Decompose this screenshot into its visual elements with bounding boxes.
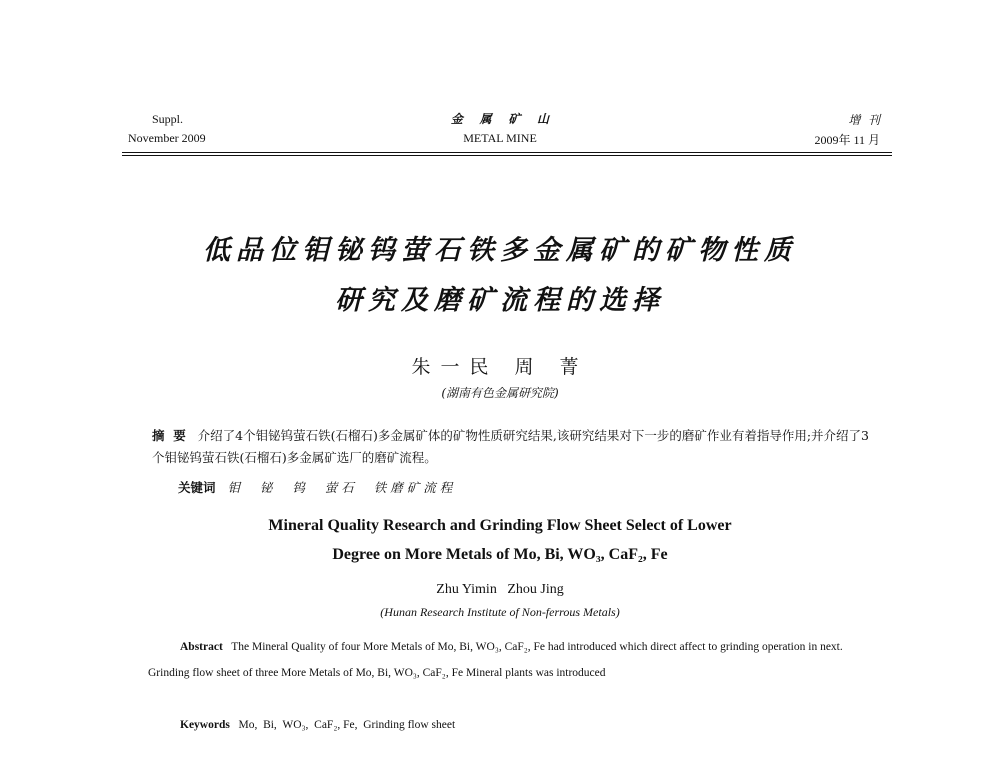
keywords-cn-label: 关键词 — [178, 480, 216, 495]
header-rule-bottom — [122, 155, 892, 156]
institution-cn: (湖南有色金属研究院) — [441, 386, 559, 400]
paper-title-en-line2: Degree on More Metals of Mo, Bi, WO₃, CaF₂, Fe — [332, 546, 668, 563]
abstract-en-text: The Mineral Quality of four More Metals of Mo, Bi, WO₃, CaF₂, Fe had introduced which direct affect to grinding operation in next. Grinding flow sheet of three More Metals of Mo, Bi, WO₃, CaF₂, Fe Mineral plants was introduced — [148, 641, 843, 679]
header-rule-top — [122, 152, 892, 153]
keywords-en — [148, 712, 878, 738]
journal-title-cn: 金 属 矿 山 — [450, 112, 550, 126]
abstract-cn-text: 介绍了4个钼铋钨萤石铁(石榴石)多金属矿体的矿物性质研究结果,该研究结果对下一步的磨矿作业有着指导作用;并介绍了3个钼铋钨萤石铁(石榴石)多金属矿选厂的磨矿流程。 — [152, 428, 869, 465]
paper-title-cn-line1: 低品位钼铋钨萤石铁多金属矿的矿物性质 — [203, 235, 797, 266]
journal-date: November 2009 — [128, 131, 206, 145]
keywords-en-text: Mo, Bi, WO₃, CaF₂, Fe, Grinding flow sheet — [238, 719, 456, 731]
institution-en: (Hunan Research Institute of Non-ferrous Metals) — [380, 605, 620, 619]
abstract-en-label: Abstract — [180, 641, 223, 653]
keywords-en-label: Keywords — [180, 719, 230, 731]
authors-en: Zhu Yimin Zhou Jing — [436, 582, 564, 597]
abstract-cn — [152, 425, 872, 469]
keywords-cn-text: 钼 铋 钨 萤石 铁磨矿流程 — [227, 480, 457, 495]
issue-type-cn: 增 刊 — [848, 113, 880, 127]
keywords-cn — [178, 477, 898, 499]
abstract-en — [148, 634, 878, 686]
paper-title-en-line1: Mineral Quality Research and Grinding Flow Sheet Select of Lower — [268, 517, 732, 534]
issue-date-cn: 2009年 11 月 — [814, 133, 880, 147]
journal-supplement-label: Suppl. — [152, 112, 184, 126]
abstract-cn-label: 摘 要 — [152, 428, 186, 443]
paper-title-cn-line2: 研究及磨矿流程的选择 — [335, 285, 665, 316]
authors-cn: 朱一民 周 菁 — [411, 356, 589, 378]
journal-title-en: METAL MINE — [463, 131, 537, 145]
